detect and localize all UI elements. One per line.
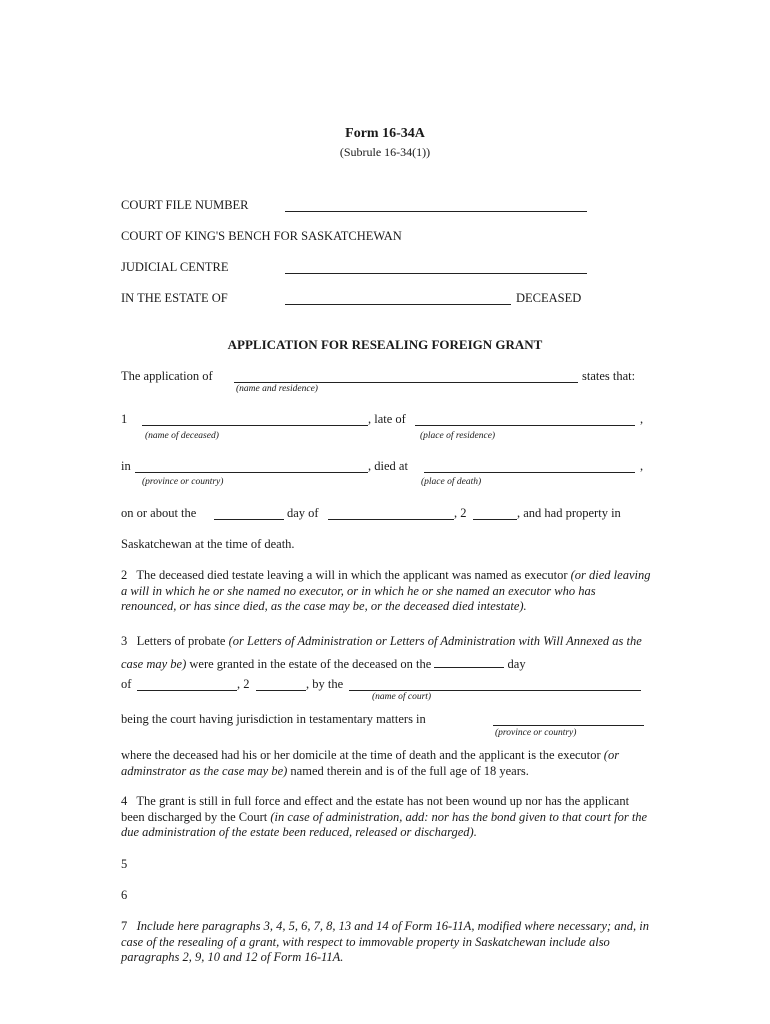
application-heading: APPLICATION FOR RESEALING FOREIGN GRANT	[227, 337, 543, 352]
form-subrule: (Subrule 16-34(1))	[339, 145, 431, 159]
estate-name-field[interactable]	[285, 303, 511, 305]
court-of-grant-field[interactable]	[349, 689, 641, 691]
p3-of: of	[121, 677, 132, 691]
p4-number: 4	[121, 794, 128, 808]
p1-number: 1	[121, 412, 128, 426]
p4-text: The grant is still in full force and effect and the estate has not been wound up nor has the applicant been discharged by the Court	[121, 794, 630, 824]
paragraph-3	[121, 630, 651, 676]
judicial-centre-label: JUDICIAL CENTRE	[121, 260, 229, 274]
grant-month-field[interactable]	[137, 689, 237, 691]
province-field[interactable]	[135, 471, 368, 473]
paragraph-7	[121, 919, 651, 966]
deceased-name-field[interactable]	[142, 424, 368, 426]
place-of-death-field[interactable]	[424, 471, 635, 473]
intro-lead: The application of	[121, 369, 213, 383]
p3-granted: were granted in the estate of the deceased on the	[189, 657, 432, 671]
p1-in: in	[121, 459, 131, 473]
court-file-number-field[interactable]	[285, 210, 587, 212]
p5-number: 5	[121, 857, 128, 871]
death-month-field[interactable]	[328, 518, 454, 520]
estate-of-label: IN THE ESTATE OF	[121, 291, 228, 305]
death-year-field[interactable]	[473, 518, 517, 520]
paragraph-4	[121, 794, 651, 841]
caption-place-of-death: (place of death)	[421, 477, 482, 487]
caption-province-or-country: (province or country)	[142, 477, 224, 487]
p3-tail: named therein and is of the full age of 18 years.	[290, 763, 529, 778]
applicant-name-field[interactable]	[234, 381, 578, 383]
death-day-field[interactable]	[214, 518, 284, 520]
grant-day-field[interactable]	[434, 666, 504, 668]
grant-year-field[interactable]	[256, 689, 306, 691]
p3-italic-2: (or adminstrator as the case may be)	[121, 748, 620, 778]
p1-day-of: day of	[287, 506, 319, 520]
p2-text: The deceased died testate leaving a will in which the applicant was named as executor	[136, 568, 568, 582]
judicial-centre-field[interactable]	[285, 272, 587, 274]
p3-year-prefix: , 2	[237, 677, 250, 691]
p3-italic-1: (or Letters of Administration or Letters of Administration with Will Annexed as the case may be)	[121, 634, 642, 671]
p2-number: 2	[121, 568, 128, 582]
p4-italic: (in case of administration, add: nor has the bond given to that court for the due administration of the estate been reduced, released or discharged).	[121, 809, 648, 839]
p1-on-about: on or about the	[121, 506, 197, 520]
p1-comma-2: ,	[640, 459, 644, 473]
caption-p3-province-or-country: (province or country)	[495, 728, 577, 738]
p3-domicile: where the deceased had his or her domicile at the time of death and the applicant is the executor	[121, 748, 601, 762]
intro-tail: states that:	[582, 369, 636, 383]
court-file-number-label: COURT FILE NUMBER	[121, 198, 249, 212]
p7-number: 7	[121, 919, 128, 933]
p3-continuation	[121, 748, 651, 779]
p1-saskatchewan: Saskatchewan at the time of death.	[121, 537, 295, 551]
p1-year-prefix: , 2	[454, 506, 467, 520]
p3-lead: Letters of probate	[136, 634, 226, 648]
caption-place-of-residence: (place of residence)	[420, 431, 496, 441]
jurisdiction-field[interactable]	[493, 724, 644, 726]
paragraph-2	[121, 568, 651, 615]
caption-name-of-deceased: (name of deceased)	[145, 431, 219, 441]
residence-field[interactable]	[415, 424, 635, 426]
p7-italic: Include here paragraphs 3, 4, 5, 6, 7, 8, 13 and 14 of Form 16-11A, modified where necessary; and, in case of the resealing of a grant, with respect to immovable property in Saskatchewan include also paragraphs 2, 9, 10 and 12 of Form 16-11A.	[121, 919, 649, 964]
p3-by-the: , by the	[306, 677, 344, 691]
p6-number: 6	[121, 888, 128, 902]
p2-italic: (or died leaving a will in which he or she named no executor, or in which he or she named an executor who has renounced, or has since died, as the case may be, or the deceased died intestate).	[121, 568, 651, 613]
p1-late-of: , late of	[368, 412, 406, 426]
deceased-label: DECEASED	[516, 291, 582, 305]
form-title: Form 16-34A	[345, 126, 425, 141]
intro-caption: (name and residence)	[236, 384, 318, 394]
caption-name-of-court: (name of court)	[372, 692, 432, 702]
p1-comma-1: ,	[640, 412, 644, 426]
p1-died-at: , died at	[368, 459, 408, 473]
court-name: COURT OF KING'S BENCH FOR SASKATCHEWAN	[121, 229, 402, 243]
p3-jurisdiction: being the court having jurisdiction in testamentary matters in	[121, 712, 426, 726]
p1-had-property: , and had property in	[517, 506, 621, 520]
p3-number: 3	[121, 634, 128, 648]
p3-day: day	[507, 657, 526, 671]
